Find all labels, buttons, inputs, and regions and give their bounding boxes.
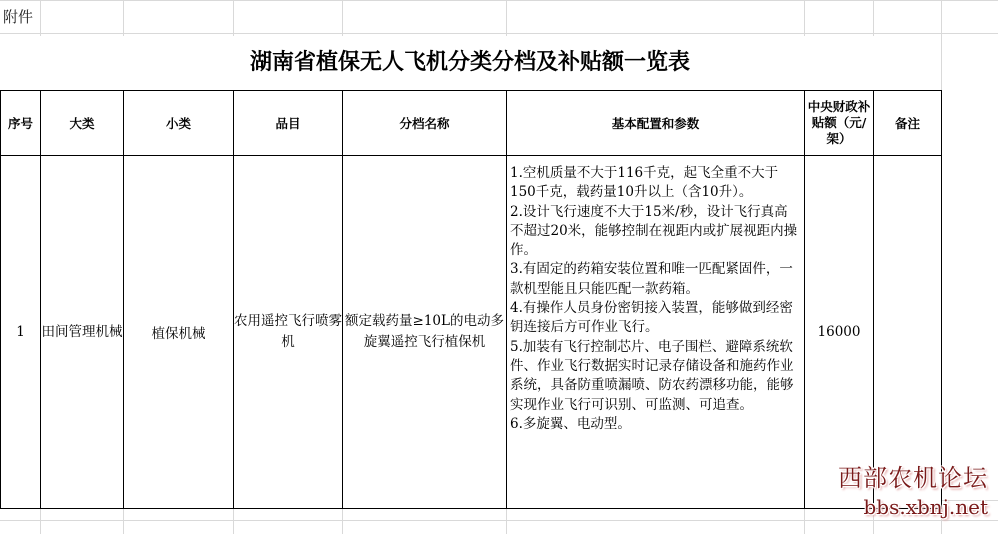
cell-tier-name: 额定载药量≥10L的电动多旋翼遥控飞行植保机 bbox=[343, 156, 507, 509]
config-line: 5.加装有飞行控制芯片、电子围栏、避障系统软件、作业飞行数据实时记录存储设备和施药作业系统，具备防重喷漏喷、防农药漂移功能，能够实现作业飞行可识别、可监测、可追查。 bbox=[510, 338, 794, 413]
cell-index: 1 bbox=[1, 156, 41, 509]
cell-item: 农用遥控飞行喷雾机 bbox=[234, 156, 343, 509]
config-line: 1.空机质量不大于116千克，起飞全重不大于150千克，载药量10升以上（含10升）。 bbox=[510, 165, 779, 201]
watermark-name: 西部农机论坛 bbox=[838, 464, 988, 492]
table-header-row bbox=[1, 91, 942, 156]
config-line: 6.多旋翼、电动型。 bbox=[510, 415, 631, 432]
table-row bbox=[1, 156, 942, 509]
cell-subsidy: 16000 bbox=[805, 156, 874, 509]
watermark-url: bbs.xbnj.net bbox=[863, 495, 988, 519]
config-line: 3.有固定的药箱安装位置和唯一匹配紧固件，一款机型能且只能匹配一款药箱。 bbox=[510, 261, 793, 297]
forum-watermark bbox=[838, 458, 988, 519]
header-item: 品目 bbox=[234, 91, 343, 156]
subsidy-table bbox=[0, 90, 942, 509]
header-remarks: 备注 bbox=[874, 91, 942, 156]
config-line: 4.有操作人员身份密钥接入装置，能够做到经密钥连接后方可作业飞行。 bbox=[510, 300, 793, 336]
cell-subcategory: 植保机械 bbox=[124, 156, 234, 509]
cell-category: 田间管理机械 bbox=[41, 156, 124, 509]
header-subsidy: 中央财政补贴额（元/架） bbox=[805, 91, 874, 156]
cell-config bbox=[507, 156, 805, 509]
header-subcategory: 小类 bbox=[124, 91, 234, 156]
header-index: 序号 bbox=[1, 91, 41, 156]
cell-remarks bbox=[874, 156, 942, 509]
attachment-label: 附件 bbox=[3, 8, 34, 26]
header-tier-name: 分档名称 bbox=[343, 91, 507, 156]
page-title: 湖南省植保无人飞机分类分档及补贴额一览表 bbox=[0, 36, 940, 90]
header-config: 基本配置和参数 bbox=[507, 91, 805, 156]
config-line: 2.设计飞行速度不大于15米/秒，设计飞行真高不超过20米，能够控制在视距内或扩展视距内操作。 bbox=[510, 203, 798, 259]
header-category: 大类 bbox=[41, 91, 124, 156]
